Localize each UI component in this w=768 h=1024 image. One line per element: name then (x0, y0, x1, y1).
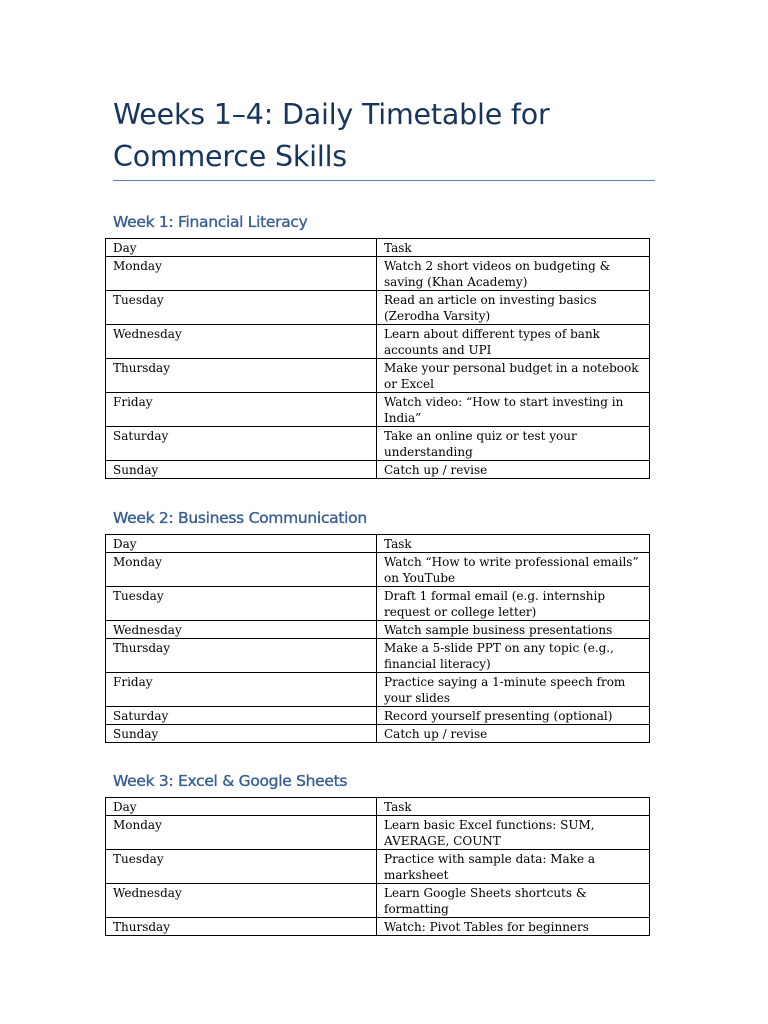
day-cell: Thursday (106, 918, 377, 936)
task-cell: Learn basic Excel functions: SUM, AVERAGE, COUNT (377, 816, 650, 850)
day-cell: Sunday (106, 461, 377, 479)
day-cell: Friday (106, 673, 377, 707)
task-cell: Watch 2 short videos on budgeting & saving (Khan Academy) (377, 257, 650, 291)
week-3-table (105, 797, 650, 936)
day-cell: Wednesday (106, 325, 377, 359)
day-cell: Friday (106, 393, 377, 427)
task-cell: Catch up / revise (377, 725, 650, 743)
day-cell: Monday (106, 553, 377, 587)
task-cell: Watch video: “How to start investing in India” (377, 393, 650, 427)
table-row (106, 884, 650, 918)
table-row (106, 291, 650, 325)
day-cell: Wednesday (106, 621, 377, 639)
week-1-table (105, 238, 650, 479)
table-header-row (106, 798, 650, 816)
task-cell: Watch sample business presentations (377, 621, 650, 639)
task-cell: Learn Google Sheets shortcuts & formatting (377, 884, 650, 918)
week-2-heading: Week 2: Business Communication (113, 509, 367, 527)
table-header-row (106, 239, 650, 257)
table-row (106, 850, 650, 884)
task-cell: Learn about different types of bank accounts and UPI (377, 325, 650, 359)
title-divider (113, 180, 655, 181)
table-row (106, 359, 650, 393)
task-cell: Practice with sample data: Make a marksheet (377, 850, 650, 884)
task-cell: Watch: Pivot Tables for beginners (377, 918, 650, 936)
task-cell: Catch up / revise (377, 461, 650, 479)
task-cell: Read an article on investing basics (Zerodha Varsity) (377, 291, 650, 325)
table-row (106, 587, 650, 621)
table-row (106, 427, 650, 461)
table-row (106, 461, 650, 479)
day-cell: Monday (106, 257, 377, 291)
task-cell: Make a 5-slide PPT on any topic (e.g., financial literacy) (377, 639, 650, 673)
table-row (106, 257, 650, 291)
day-cell: Sunday (106, 725, 377, 743)
day-cell: Saturday (106, 707, 377, 725)
column-header-task: Task (377, 535, 650, 553)
table-row (106, 393, 650, 427)
task-cell: Watch “How to write professional emails” on YouTube (377, 553, 650, 587)
table-row (106, 707, 650, 725)
week-2-table (105, 534, 650, 743)
table-header-row (106, 535, 650, 553)
task-cell: Take an online quiz or test your understanding (377, 427, 650, 461)
day-cell: Tuesday (106, 291, 377, 325)
day-cell: Tuesday (106, 850, 377, 884)
table-row (106, 639, 650, 673)
column-header-task: Task (377, 798, 650, 816)
column-header-day: Day (106, 239, 377, 257)
column-header-task: Task (377, 239, 650, 257)
day-cell: Monday (106, 816, 377, 850)
table-row (106, 816, 650, 850)
table-row (106, 553, 650, 587)
day-cell: Wednesday (106, 884, 377, 918)
page-title: Weeks 1–4: Daily Timetable for Commerce Skills (113, 98, 550, 173)
day-cell: Saturday (106, 427, 377, 461)
column-header-day: Day (106, 535, 377, 553)
week-1-heading: Week 1: Financial Literacy (113, 213, 308, 231)
day-cell: Thursday (106, 639, 377, 673)
table-row (106, 621, 650, 639)
task-cell: Practice saying a 1-minute speech from your slides (377, 673, 650, 707)
task-cell: Draft 1 formal email (e.g. internship request or college letter) (377, 587, 650, 621)
table-row (106, 325, 650, 359)
day-cell: Tuesday (106, 587, 377, 621)
task-cell: Make your personal budget in a notebook or Excel (377, 359, 650, 393)
day-cell: Thursday (106, 359, 377, 393)
table-row (106, 918, 650, 936)
table-row (106, 673, 650, 707)
column-header-day: Day (106, 798, 377, 816)
table-row (106, 725, 650, 743)
week-3-heading: Week 3: Excel & Google Sheets (113, 772, 348, 790)
task-cell: Record yourself presenting (optional) (377, 707, 650, 725)
